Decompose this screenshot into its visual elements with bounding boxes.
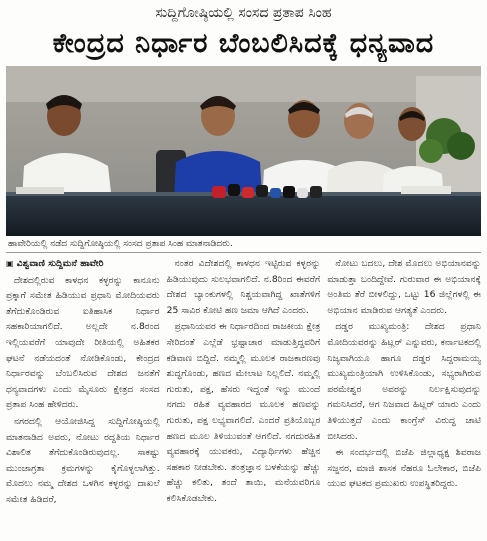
article-headline: ಕೇಂದ್ರದ ನಿರ್ಧಾರ ಬೆಂಬಲಿಸಿದಕ್ಕೆ ಧನ್ಯವಾದ	[52, 28, 435, 59]
caption-divider	[6, 252, 481, 253]
article-paragraph: ನಂತರ ವಿದೇಶದಲ್ಲಿ ಕಾಳಧನ ಇಟ್ಟಿರುವ ಕಳ್ಳರನ್ನು ಹಿಡಿಯುವುದು ಸುಲಭವಾಗಲಿದೆ. ನ.8ರಿಂದ ಈವರೆಗೆ ದೇಶದ ಬ್ಯಾಂಕುಗಳಲ್ಲಿ ನಿಶ್ಚಯವಾಗಿದ್ದ ಖಾತೆಗಳಿಗೆ 25 ಸಾವಿರ ಕೋಟಿ ಹಣ ಜಮಾ ಆಗಿದೆ ಎಂದರು.	[166, 258, 321, 316]
press-conference-photo	[6, 66, 481, 236]
article-paragraph: ನೋಟು ಬದಲು, ದೇಶ ಮೊದಲು ಅಭಿಯಾನವನ್ನು ಮಾಡುತ್ತಾ ಬಂದಿದ್ದೇವೆ. ಗುರುವಾರ ಈ ಅಭಿಯಾನಕ್ಕೆ ಅಂತಿಮ ತೆರೆ ಬೀಳಲಿದ್ದು, ಒಟ್ಟು 16 ಜಿಲ್ಲೆಗಳಲ್ಲಿ ಈ ಅಭಿಯಾನ ಮಾಡಿರುವ ಆಗತ್ಯತೆ ಎಂದರು.	[327, 258, 481, 316]
article-paragraph: ದಡ್ಡರ ಮುಖ್ಯಮಂತ್ರಿ: ದೇಶದ ಪ್ರಧಾನಿ ಮೋದಿಯವರನ್ನು ಹಿಟ್ಲರ್ ಎನ್ನುವರು, ಕರ್ನಾಟಕದಲ್ಲಿ ನಿಜ್ಯವಾಗಿಯೂ ಹಾಗೂ ದಡ್ಡರ ಸಿದ್ದರಾಮಯ್ಯ ಮುಖ್ಯಮಂತ್ರಿಯಾಗಿ ಉಳಿಸಿಕೊಂಡು, ಸಭ್ಯರಾಗಿರುವ ಪರಮೇಶ್ವರ ಅವರನ್ನು ನಿರ್ಲಕ್ಷಿಸುವುದನ್ನು ಗಮನಿಸಿದರೆ, ಆಗ ನಿಜವಾದ ಹಿಟ್ಲರ್ ಯಾರು ಎಂದು ತಿಳಿಯುತ್ತದೆ ಎಂದು ಕಾಂಗ್ರೆಸ್ ವಿರುದ್ಧ ಚಾಟಿ ಬೀಸಿದರು.	[327, 321, 481, 442]
photo-caption: ಹಾವೇರಿಯಲ್ಲಿ ನಡೆದ ಸುದ್ದಿಗೋಷ್ಠಿಯಲ್ಲಿ ಸಂಸದ ಪ್ರತಾಪ ಸಿಂಹ ಮಾತನಾಡಿದರು.	[8, 239, 233, 249]
article-column-3	[327, 256, 481, 541]
newspaper-icon: ▣	[6, 259, 14, 268]
article-column-2	[167, 256, 321, 541]
article-paragraph: ನಗರದಲ್ಲಿ ಆಯೋಜಿಸಿದ್ದ ಸುದ್ದಿಗೋಷ್ಠಿಯಲ್ಲಿ ಮಾತನಾಡಿದ ಅವರು, ನೋಟು ರದ್ದತಿಯ ನಿರ್ಧಾರ ವಿಶಾಲಿತ ತೆಗೆದುಕೊಂಡಿರುವುದಲ್ಲ. ಸಾಕಷ್ಟು ಮುಂಜಾಗ್ರತಾ ಕ್ರಮಗಳನ್ನು ಕೈಗೊಳ್ಳಲಾಗಿತ್ತು. ಮೊದಲು ನಮ್ಮ ದೇಶದ ಒಳಗಿನ ಕಳ್ಳರನ್ನು ದಾಖಲೆ ಸಮೇತ ಹಿಡಿದರೆ,	[6, 415, 160, 505]
article-paragraph: ಈ ಸಂದರ್ಭದಲ್ಲಿ ಬಿಜೆಪಿ ಜಿಲ್ಲಾಧ್ಯಕ್ಷ ಶಿವರಾಜ ಸಜ್ಜನರ, ಮಾಜಿ ಶಾಸಕ ನೆಹರೂ ಓಲೇಕಾರ, ಬಿಜೆಪಿ ಯುವ ಘಟಕದ ಪ್ರಮುಖರು ಉಪಸ್ಥಿತರಿದ್ದರು.	[327, 447, 481, 490]
article-kicker: ಸುದ್ದಿಗೋಷ್ಠಿಯಲ್ಲಿ ಸಂಸದ ಪ್ರತಾಪ ಸಿಂಹ	[155, 5, 332, 21]
article-body	[6, 256, 481, 541]
article-paragraph: ಪ್ರಧಾನಿಯವರ ಈ ನಿರ್ಧಾರದಿಂದ ರಾಜಕೀಯ ಕ್ಷೇತ್ರ ಸೇರಿದಂತೆ ಎಲ್ಲೆಡೆ ಭ್ರಷ್ಟಾಚಾರ ಮಾಡುತ್ತಿದ್ದವರಿಗೆ ಕಡಿವಾಣ ಬಿದ್ದಿದೆ. ನಮ್ಮಲ್ಲಿ ಮೂಲಕ ರಾಜಕಾರಣವು ಶುದ್ಧಗೊಂಡು, ಹಣದ ಮೇಲಾಟ ನಿಲ್ಲಲಿದೆ. ನಮ್ಮಲ್ಲಿ ಗುರುತು, ಪಕ್ಷ, ಹೆಸರು ಇದ್ದಂತೆ ಇನ್ನು ಮುಂದೆ ನಗದು ರಹಿತ ವ್ಯವಹಾರದ ಮೂಲಕ ಹಣವನ್ನು ಗುರುತು, ಪಕ್ಷ ಲಭ್ಯವಾಗಲಿದೆ. ಎಂದರೆ ಪ್ರತಿಯೊಬ್ಬರ ಹಣದ ಮೂಲ ತಿಳಿಯುವಂತೆ ಆಗಲಿದೆ. ನಗದುರಹಿತ ವ್ಯವಹಾರಕ್ಕೆ ಯುವಕರು, ವಿದ್ಯಾರ್ಥಿಗಳು ಹೆಚ್ಚಿನ ಸಹಕಾರ ನೀಡಬೇಕು. ತಂತ್ರಜ್ಞಾನ ಬಳಕೆಯನ್ನು ಹೆಚ್ಚು ಹೆಚ್ಚು ಕಲಿತು, ತಂದೆ ತಾಯಿ, ಮನೆಯವರಿಗೂ ಕಲಿಸಿಕೊಡಬೇಕು.	[166, 321, 321, 504]
byline	[6, 256, 160, 272]
article-column-1	[6, 256, 160, 541]
press-conference-illustration	[6, 66, 481, 236]
article-paragraph: ದೇಶದಲ್ಲಿರುವ ಕಾಳಧನ ಕಳ್ಳರನ್ನು ಕಾನೂನು ಪ್ರಕ್ಕಾಗೆ ಸಮೇತ ಹಿಡಿಯುವ ಪ್ರಧಾನಿ ಮೋದಿಯವರು ತೆಗೆದುಕೊಂಡಿರುವ ಐತಿಹಾಸಿಕ ನಿರ್ಧಾರ ಸಹಕಾರಿಯಾಗಲಿದೆ. ಅಲ್ಲದೇ ನ.8ರಂದ ಇಲ್ಲಿಯವರೆಗೆ ಯಾವುದೇ ರೀತಿಯಲ್ಲಿ ಅಹಿತಕರ ಘಟನೆ ನಡೆಯದಂತೆ ನೋಡಿಕೊಂಡು, ಕೇಂದ್ರದ ನಿರ್ಧಾರವನ್ನು ಬೆಂಬಲಿಸಿರುವ ದೇಶದ ಜನತೆಗೆ ಧನ್ಯವಾದಗಳು ಎಂದು ಮೈಸೂರು ಕ್ಷೇತ್ರದ ಸಂಸದ ಪ್ರತಾಪ ಸಿಂಹ ಹೇಳಿದರು.	[6, 274, 160, 411]
byline-text: ವಿಶ್ವವಾಣಿ ಸುದ್ದಿಮನೆ ಹಾವೇರಿ	[16, 258, 104, 269]
